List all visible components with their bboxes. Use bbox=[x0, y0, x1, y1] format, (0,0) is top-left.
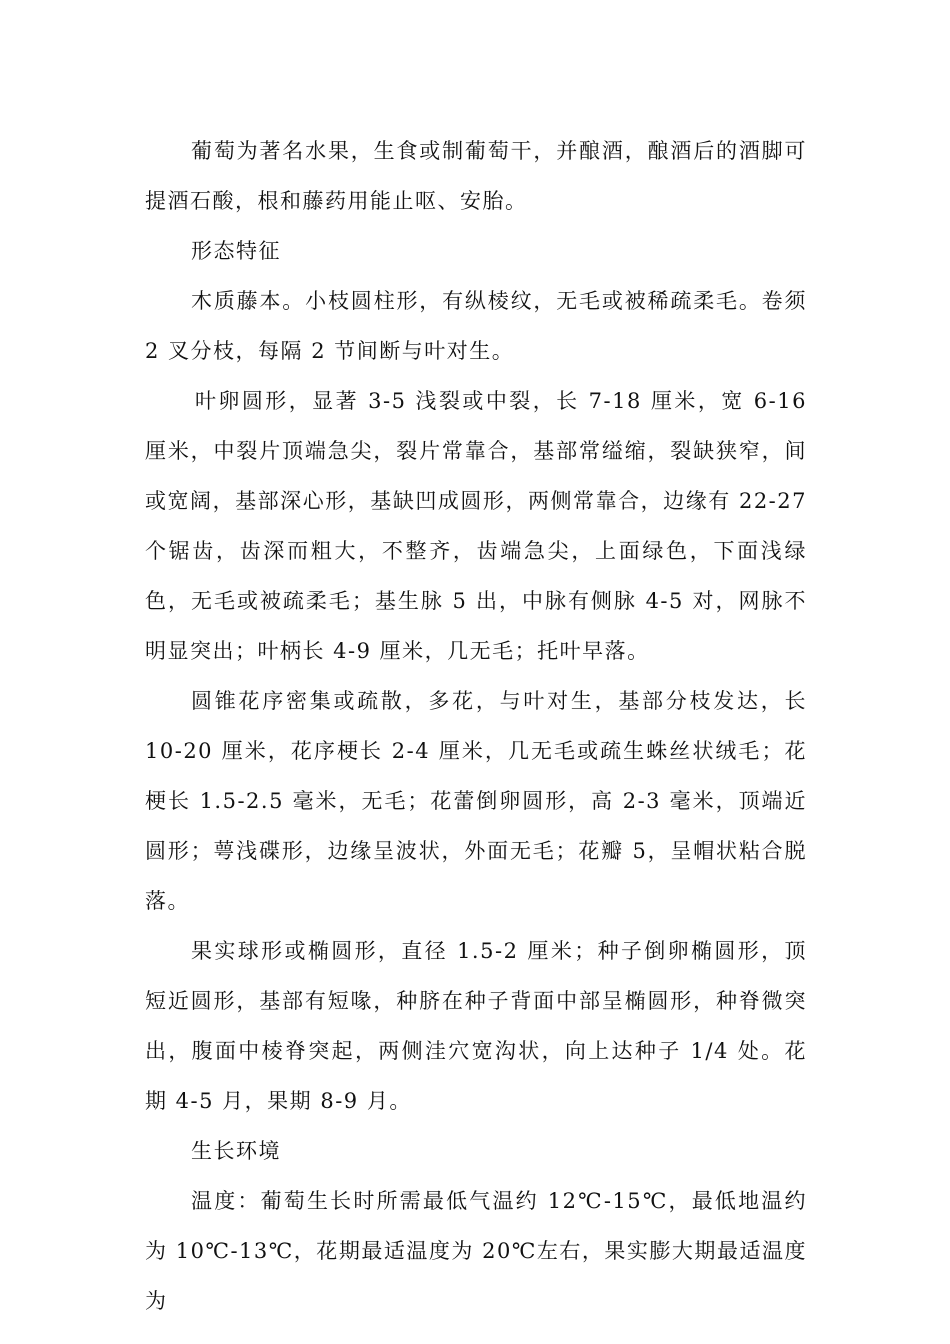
heading-morphology: 形态特征 bbox=[191, 239, 281, 263]
heading-environment: 生长环境 bbox=[191, 1139, 281, 1163]
paragraph-uses: 葡萄为著名水果，生食或制葡萄干，并酿酒，酿酒后的酒脚可提酒石酸，根和藤药用能止呕、安胎。 bbox=[145, 139, 807, 213]
paragraph-leaf: 叶卵圆形，显著 3-5 浅裂或中裂，长 7-18 厘米，宽 6-16 厘米，中裂片顶端急尖，裂片常靠合，基部常缢缩，裂缺狭窄，间或宽阔，基部深心形，基缺凹成圆形，两侧常靠合，边缘有 22-27 个锯齿，齿深而粗大，不整齐，齿端急尖，上面绿色，下面浅绿色，无毛或被疏柔毛；基生脉 5 出，中脉有侧脉 4-5 对，网脉不明显突出；叶柄长 4-9 厘米，几无毛；托叶早落。 bbox=[145, 389, 807, 663]
paragraph-fruit: 果实球形或椭圆形，直径 1.5-2 厘米；种子倒卵椭圆形，顶短近圆形，基部有短喙，种脐在种子背面中部呈椭圆形，种脊微突出，腹面中棱脊突起，两侧洼穴宽沟状，向上达种子 1/4 处。花期 4-5 月，果期 8-9 月。 bbox=[145, 939, 807, 1113]
paragraph-temperature: 温度：葡萄生长时所需最低气温约 12℃-15℃，最低地温约为 10℃-13℃，花期最适温度为 20℃左右，果实膨大期最适温度为 bbox=[145, 1189, 807, 1313]
paragraph-inflorescence: 圆锥花序密集或疏散，多花，与叶对生，基部分枝发达，长 10-20 厘米，花序梗长 2-4 厘米，几无毛或疏生蛛丝状绒毛；花梗长 1.5-2.5 毫米，无毛；花蕾倒卵圆形，高 2-3 毫米，顶端近圆形；萼浅碟形，边缘呈波状，外面无毛；花瓣 5，呈帽状粘合脱落。 bbox=[145, 689, 807, 913]
paragraph-stem: 木质藤本。小枝圆柱形，有纵棱纹，无毛或被稀疏柔毛。卷须 2 叉分枝，每隔 2 节间断与叶对生。 bbox=[145, 289, 807, 363]
document-body bbox=[145, 126, 807, 1326]
